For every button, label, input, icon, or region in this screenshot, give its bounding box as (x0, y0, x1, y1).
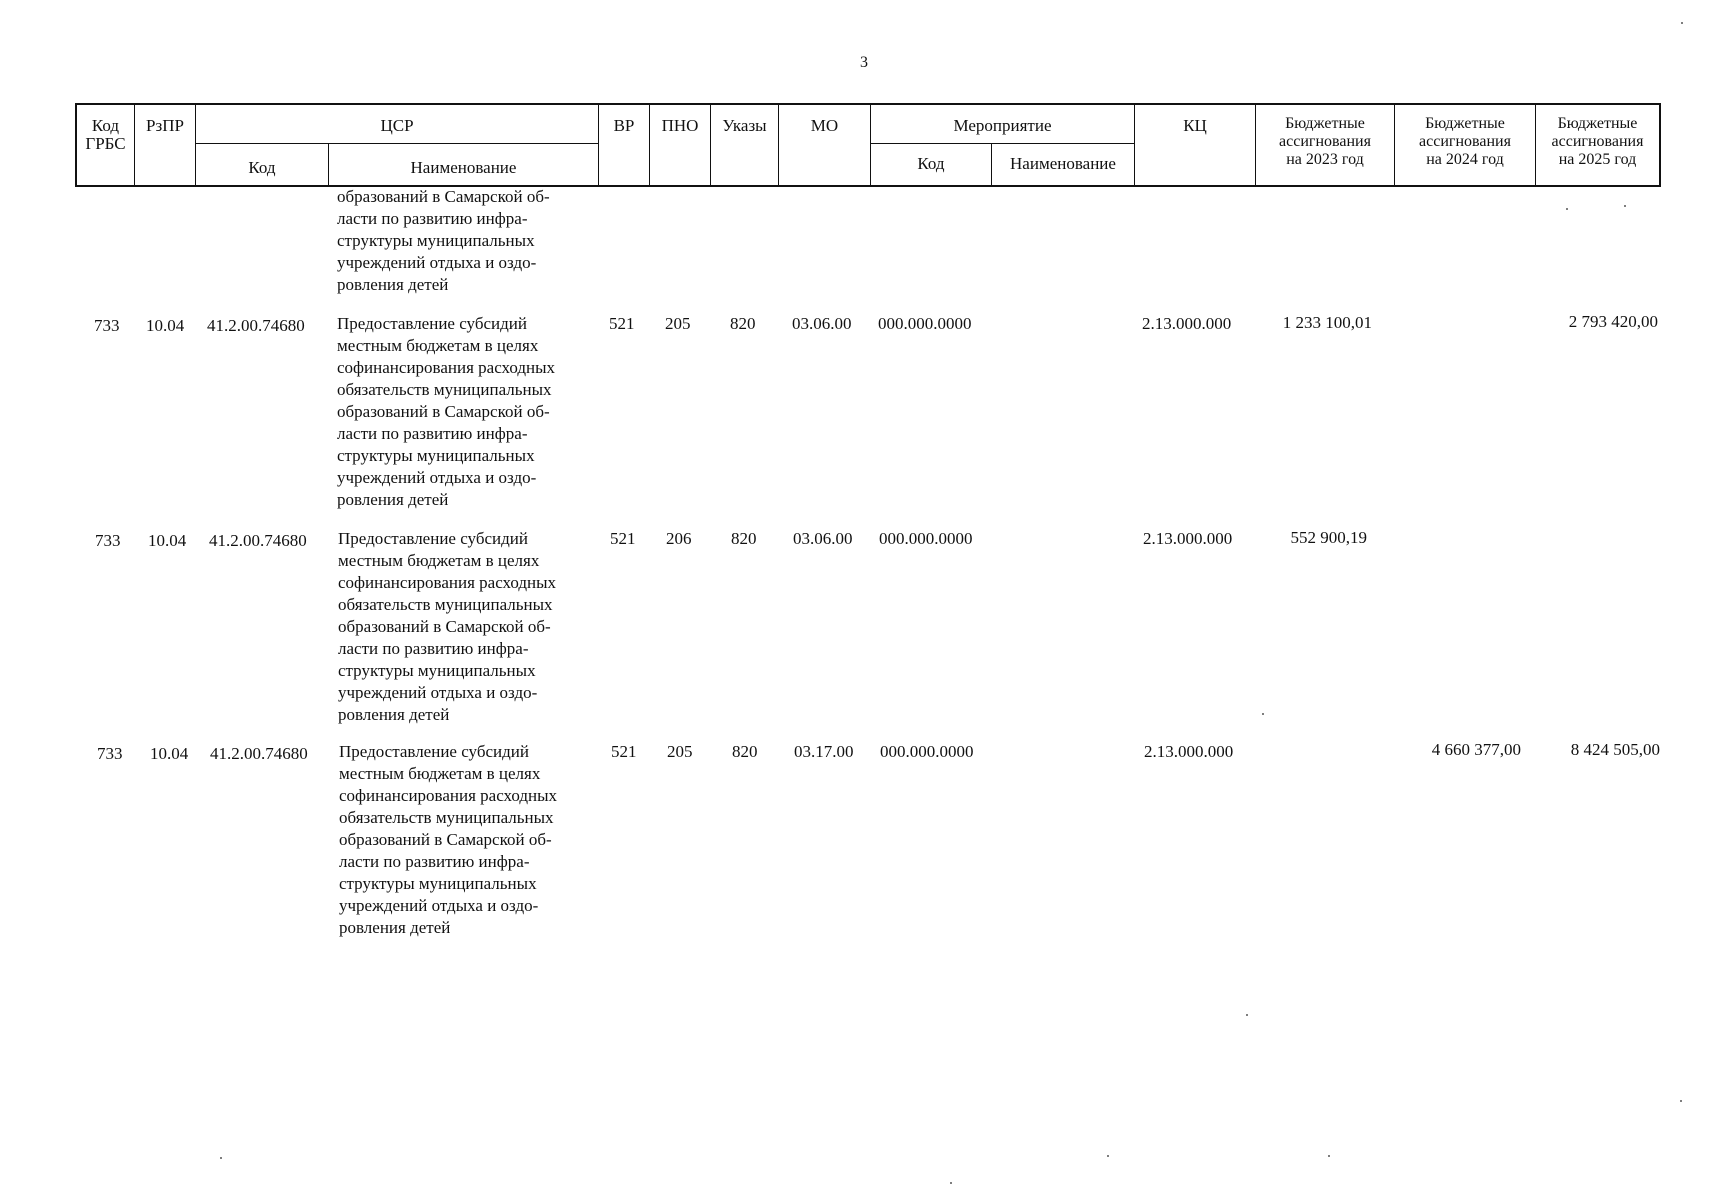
cell-kc: 2.13.000.000 (1144, 742, 1234, 761)
cell-pno: 205 (667, 742, 693, 761)
scan-speck (1328, 1155, 1330, 1157)
header-mer-name: Наименование (1010, 154, 1116, 173)
header-b2025: Бюджетные ассигнования на 2025 год (1551, 115, 1644, 168)
cell-csr-code: 41.2.00.74680 (209, 531, 307, 550)
header-b2024: Бюджетные ассигнования на 2024 год (1419, 115, 1511, 168)
cell-mer-code: 000.000.0000 (879, 529, 973, 548)
cell-name: Предоставление субсидий местным бюджетам в целях софинансирования расходных обязательств муниципальных образований в Самарской об- ласти по развитию инфра- структуры муниципальных учреждений отдыха и оздо- ровления детей (337, 314, 556, 509)
scan-speck (950, 1182, 952, 1184)
scan-speck (1262, 713, 1264, 715)
cell-name: Предоставление субсидий местным бюджетам в целях софинансирования расходных обязательств муниципальных образований в Самарской об- ласти по развитию инфра- структуры муниципальных учреждений отдыха и оздо- ровления детей (339, 742, 558, 937)
cell-rzpr: 10.04 (150, 744, 189, 763)
header-meropriyatie: Мероприятие (953, 116, 1052, 135)
cell-kc: 2.13.000.000 (1142, 314, 1232, 333)
scan-speck (1680, 1100, 1682, 1102)
cell-b2023: 1 233 100,01 (1282, 313, 1372, 332)
cell-vr: 521 (610, 529, 636, 548)
continuation-text: образований в Самарской об- ласти по развитию инфра- структуры муниципальных учреждений отдыха и оздо- ровления детей (337, 187, 550, 294)
header-kc: КЦ (1183, 116, 1207, 135)
scan-speck (1566, 208, 1568, 210)
cell-grbs: 733 (95, 531, 121, 550)
header-ukazy: Указы (722, 116, 767, 135)
cell-ukazy: 820 (730, 314, 756, 333)
cell-csr-code: 41.2.00.74680 (207, 316, 305, 335)
header-csr-kod: Код (248, 158, 276, 177)
cell-b2025: 8 424 505,00 (1570, 740, 1660, 759)
cell-b2025: 2 793 420,00 (1568, 312, 1658, 331)
cell-kc: 2.13.000.000 (1143, 529, 1233, 548)
cell-pno: 206 (666, 529, 692, 548)
cell-grbs: 733 (94, 316, 120, 335)
cell-vr: 521 (611, 742, 637, 761)
cell-pno: 205 (665, 314, 691, 333)
header-pno: ПНО (661, 116, 699, 135)
page-number: 3 (860, 54, 868, 71)
cell-name: Предоставление субсидий местным бюджетам в целях софинансирования расходных обязательств муниципальных образований в Самарской об- ласти по развитию инфра- структуры муниципальных учреждений отдыха и оздо- ровления детей (338, 529, 557, 724)
cell-mo: 03.06.00 (792, 314, 852, 333)
scan-speck (1681, 22, 1683, 24)
header-vr: ВР (613, 116, 635, 135)
header-rzpr: РзПР (146, 116, 184, 135)
header-b2023: Бюджетные ассигнования на 2023 год (1279, 115, 1371, 168)
scan-speck (1624, 205, 1626, 207)
cell-b2023: 552 900,19 (1290, 528, 1367, 547)
cell-csr-code: 41.2.00.74680 (210, 744, 308, 763)
scan-speck (1246, 1014, 1248, 1016)
scan-speck (1107, 1155, 1109, 1157)
cell-mer-code: 000.000.0000 (878, 314, 972, 333)
cell-grbs: 733 (97, 744, 123, 763)
cell-mo: 03.17.00 (794, 742, 854, 761)
header-mo: МО (810, 116, 839, 135)
header-csr-name: Наименование (410, 158, 517, 177)
header-kod-grbs: Код ГРБС (85, 116, 126, 153)
table-header (75, 103, 1661, 187)
cell-ukazy: 820 (731, 529, 757, 548)
cell-b2024: 4 660 377,00 (1431, 740, 1521, 759)
cell-rzpr: 10.04 (146, 316, 185, 335)
cell-ukazy: 820 (732, 742, 758, 761)
scan-speck (220, 1157, 222, 1159)
header-csr: ЦСР (380, 116, 414, 135)
cell-rzpr: 10.04 (148, 531, 187, 550)
header-mer-kod: Код (917, 154, 945, 173)
cell-mer-code: 000.000.0000 (880, 742, 974, 761)
cell-vr: 521 (609, 314, 635, 333)
cell-mo: 03.06.00 (793, 529, 853, 548)
